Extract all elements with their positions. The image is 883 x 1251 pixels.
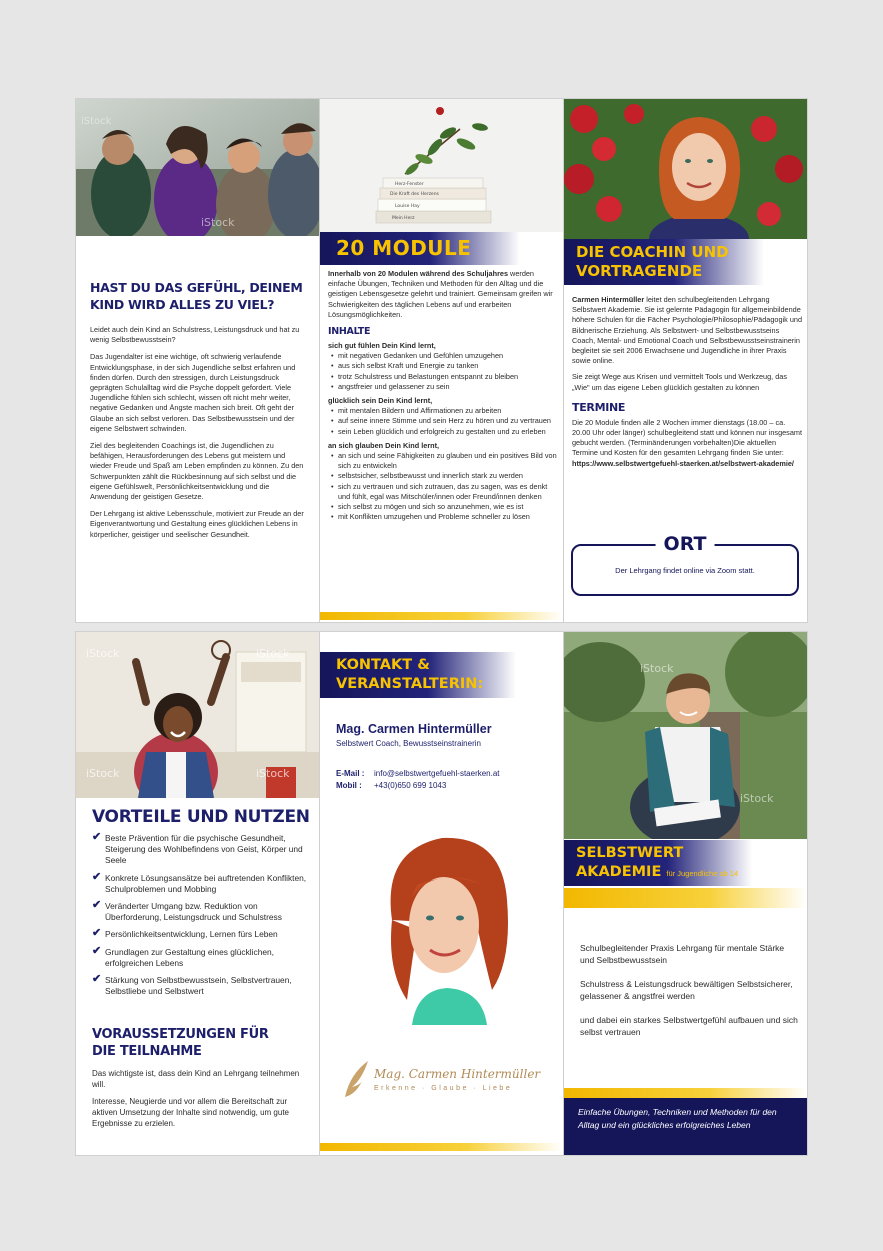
benefit-text: Grundlagen zur Gestaltung eines glücklichen, erfolgreichen Lebens (105, 946, 274, 968)
books-photo (320, 99, 563, 232)
group-title: an sich glauben Dein Kind lernt, (328, 440, 440, 450)
academy-heading-line: SELBSTWERT (576, 845, 684, 861)
ort-heading: ORT (656, 533, 715, 555)
contact-details (336, 768, 561, 792)
list-item (92, 870, 314, 895)
termine-text: Die 20 Module finden alle 2 Wochen immer dienstags (18.00 – ca. 20.00 Uhr oder länger) schulbegleitend statt und können nur insgesamt gebucht werden. (Terminänderungen vorbehalten)Die aktuellen Termine und Kosten für den gesamten Lehrgang finden Sie unter: (572, 417, 802, 458)
academy-subtitle: für Jugendliche ab 14 (666, 869, 739, 878)
list-item: • sich zu vertrauen und sich zutrauen, das zu sagen, was es denkt und fühlt, egal was Mitschüler/innen oder Freund/innen denken (328, 482, 558, 502)
check-icon: ✔ (92, 973, 102, 986)
academy-heading (564, 840, 752, 886)
group-list (328, 406, 558, 437)
panel-intro (76, 99, 319, 622)
feather-icon (340, 1059, 370, 1099)
termine-heading: TERMINE (572, 400, 626, 414)
list-item (92, 833, 314, 867)
gold-strip (320, 1143, 563, 1151)
student-writing-photo (564, 632, 807, 839)
check-icon: ✔ (92, 870, 102, 883)
modules-intro: werden einfache Übungen, Techniken und Methoden für den Alltag und die geistigen Lebensgesetze gelehrt und trainiert. Gemeinsam greifen wir Schwierigkeiten des täglichen Lebens auf und erarbeiten Lösungsmöglichkeiten. (328, 269, 553, 319)
list-item: • mit Konflikten umzugehen und Probleme schneller zu lösen (328, 512, 558, 522)
list-item: • angstfreier und gelassener zu sein (328, 382, 558, 392)
list-item: • an sich und seine Fähigkeiten zu glauben und ein positives Bild von sich zu entwickeln (328, 451, 558, 471)
check-icon: ✔ (92, 927, 102, 940)
requirements-text (92, 1068, 310, 1129)
book-spine-title: Herz-Fenster (395, 182, 424, 187)
ort-box (571, 533, 799, 596)
list-item: • auf seine innere Stimme und sein Herz zu hören und zu vertrauen (328, 416, 558, 426)
istock-watermark: iStock (256, 767, 290, 780)
book-spine-title: Louise Hay (395, 204, 420, 209)
termine-link[interactable]: https://www.selbstwertgefuehl-staerken.at/selbstwert-akademie/ (572, 458, 794, 468)
academy-heading-line: AKADEMIE (576, 864, 662, 880)
intro-paragraph: Das Jugendalter ist eine wichtige, oft schwierig verlaufende Entwicklungsphase, in der sich Jugendliche selbst erfahren und finden dürfen. Durch den stressigen, durch Leistungsdruck geprägten Schulalltag wird die Psyche doppelt gefordert. Viele Jugendliche fühlen sich schlecht, wissen oft nicht mehr weiter, negative Gedanken und Ängste machen sich breit. Oft geht der Glaube an sich selbst verloren. Das Selbstbewusstsein und der eigene Selbstwert schwinden. (90, 352, 296, 433)
istock-watermark: iStock (201, 216, 235, 229)
istock-watermark: iStock (86, 647, 120, 660)
panel-benefits (76, 632, 319, 1155)
ort-text: Der Lehrgang findet online via Zoom statt. (615, 566, 755, 575)
requirements-paragraph: Interesse, Neugierde und vor allem die Bereitschaft zur aktiven Umsetzung der Inhalte sind notwendig, um gute Ergebnisse zu erzielen. (92, 1097, 290, 1128)
benefits-list (92, 833, 314, 1003)
tagline-box (564, 1098, 807, 1155)
contact-heading-line: VERANSTALTERIN: (336, 676, 484, 692)
cheering-girl-photo (76, 632, 319, 798)
list-item: • sich selbst zu mögen und sich so anzunehmen, wie es ist (328, 502, 558, 512)
benefit-text: Persönlichkeitsentwicklung, Lernen fürs Leben (105, 929, 278, 940)
logo-script: Mag. Carmen Hintermüller (374, 1067, 541, 1081)
coach-bio-text: leitet den schulbegleitenden Lehrgang Selbstwert Akademie. Sie ist gelernte Pädagogin für allgemeinbildende höhere Schulen für die Fächer Psychologie/Philosophie/Pädagogik und Bildnerische Erziehung. Als Selbstwert- und Selbstbewusstseins Coach, Mental- und Emotional Coach und Selbstbewusstseinstrainerin begleitet sie seit 2006 Erwachsene und Jugendliche in ihrer Praxis sowie online. (572, 295, 803, 366)
contact-heading-line: KONTAKT & (336, 657, 430, 673)
academy-text (580, 942, 800, 1038)
list-item: • selbstsicher, selbstbewusst und innerlich stark zu werden (328, 471, 558, 481)
coach-heading (564, 239, 764, 285)
check-icon: ✔ (92, 831, 102, 843)
coach-portrait-photo (564, 99, 807, 239)
phone-label: Mobil : (336, 781, 362, 790)
benefit-text: Konkrete Lösungsansätze bei auftretenden Konflikten, Schulproblemen und Mobbing (105, 872, 307, 894)
list-item: • mit mentalen Bildern und Affirmationen zu arbeiten (328, 406, 558, 416)
istock-watermark: iStock (640, 662, 674, 675)
panel-cover (564, 632, 807, 1155)
istock-watermark: iStock (86, 767, 120, 780)
istock-watermark: iStock (81, 116, 112, 127)
intro-text (90, 325, 308, 540)
benefit-text: Beste Prävention für die psychische Gesundheit, Steigerung des Wohlbefindens von Geist, Körper und Seele (105, 833, 303, 866)
email-label: E-Mail : (336, 769, 365, 778)
gold-strip (564, 888, 807, 908)
panel-modules (320, 99, 563, 622)
group-title: glücklich sein Dein Kind lernt, (328, 396, 433, 406)
modules-intro-bold: Innerhalb von 20 Modulen während des Schuljahres (328, 269, 509, 278)
phone-link[interactable]: +43(0)650 699 1043 (374, 781, 447, 790)
benefits-heading: VORTEILE UND NUTZEN (92, 807, 310, 827)
intro-paragraph: Ziel des begleitenden Coachings ist, die Jugendlichen zu befähigen, Herausforderungen des Lebens gut meistern und wieder Freude und Spaß am Leben empfinden zu können. Zu den Schwerpunkten zählt die Rückbesinnung auf sich selbst und die eigene Gefühlswelt, Persönlichkeitsentwicklung und die Anwendung der geistigen Gesetze. (90, 441, 304, 502)
requirements-paragraph: Das wichtigste ist, dass dein Kind an Lehrgang teilnehmen will. (92, 1069, 300, 1089)
coach-name: Carmen Hintermüller (572, 295, 645, 304)
benefit-text: Stärkung von Selbstbewusstsein, Selbstvertrauen, Selbstliebe und Selbstwert (105, 975, 292, 997)
panel-coach (564, 99, 807, 622)
brochure-inside (76, 632, 807, 1155)
coach-bio-text: Sie zeigt Wege aus Krisen und vermittelt Tools und Werkzeug, das „Wie" um das eigene Leben glücklich gestalten zu können (572, 372, 787, 392)
email-link[interactable]: info@selbstwertgefuehl-staerken.at (374, 769, 500, 778)
group-list (328, 451, 558, 522)
benefit-text: Veränderter Umgang bzw. Reduktion von Überforderung, Leistungsdruck und Schulstress (105, 901, 282, 923)
teenagers-photo (76, 99, 319, 236)
inhalte-heading: INHALTE (328, 326, 371, 338)
academy-line: und dabei ein starkes Selbstwertgefühl aufbauen und sich selbst vertrauen (580, 1015, 798, 1037)
requirements-heading-line: DIE TEILNAHME (92, 1044, 202, 1059)
coach-bio (572, 295, 802, 469)
panel-contact (320, 632, 563, 1155)
list-item (92, 901, 314, 923)
modules-text (328, 269, 558, 522)
brochure-outside (76, 99, 807, 622)
list-item: • sein Leben glücklich und erfolgreich zu gestalten und zu erleben (328, 427, 558, 437)
intro-heading: HAST DU DAS GEFÜHL, DEINEM KIND WIRD ALLES ZU VIEL? (90, 280, 303, 312)
intro-paragraph: Leidet auch dein Kind an Schulstress, Leistungsdruck und hat zu wenig Selbstbewusstsein? (90, 325, 300, 345)
academy-line: Schulstress & Leistungsdruck bewältigen Selbstsicherer, gelassener & angstfrei werden (580, 979, 793, 1001)
tagline-text: Einfache Übungen, Techniken und Methoden für den Alltag und ein glückliches erfolgreiches Leben (578, 1107, 777, 1130)
signature-logo (340, 1059, 550, 1109)
istock-watermark: iStock (740, 792, 774, 805)
logo-tagline: Erkenne · Glaube · Liebe (374, 1085, 513, 1092)
coach-cutout-photo (372, 830, 522, 1025)
list-item (92, 929, 314, 940)
list-item: • trotz Schulstress und Belastungen entspannt zu bleiben (328, 372, 558, 382)
group-title: sich gut fühlen Dein Kind lernt, (328, 341, 436, 351)
list-item: • aus sich selbst Kraft und Energie zu tanken (328, 361, 558, 371)
book-spine-title: Mein Herz (392, 216, 415, 221)
istock-watermark: iStock (256, 647, 290, 660)
requirements-heading (92, 1026, 312, 1060)
gold-strip (320, 612, 563, 620)
contact-name: Mag. Carmen Hintermüller (336, 722, 492, 736)
group-list (328, 351, 558, 392)
contact-role: Selbstwert Coach, Bewusstseinstrainerin (336, 739, 481, 748)
gold-strip (564, 1088, 807, 1098)
list-item: • mit negativen Gedanken und Gefühlen umzugehen (328, 351, 558, 361)
coach-heading-line: DIE COACHIN UND (576, 243, 729, 261)
academy-line: Schulbegleitender Praxis Lehrgang für mentale Stärke und Selbstbewusstsein (580, 943, 785, 965)
modules-heading: 20 MODULE (320, 232, 520, 265)
list-item (92, 944, 314, 969)
coach-heading-line: VORTRAGENDE (576, 262, 703, 280)
list-item (92, 975, 314, 997)
intro-paragraph: Der Lehrgang ist aktive Lebensschule, motiviert zur Freude an der Eigenverantwortung und Gestaltung eines glücklichen Lebens in körperlicher, geistiger und seelischer Gesundheit. (90, 509, 304, 539)
check-icon: ✔ (92, 944, 102, 957)
contact-heading (320, 652, 516, 698)
requirements-heading-line: VORAUSSETZUNGEN FÜR (92, 1027, 269, 1042)
book-spine-title: Die Kraft des Herzens (390, 192, 439, 197)
check-icon: ✔ (92, 899, 102, 912)
